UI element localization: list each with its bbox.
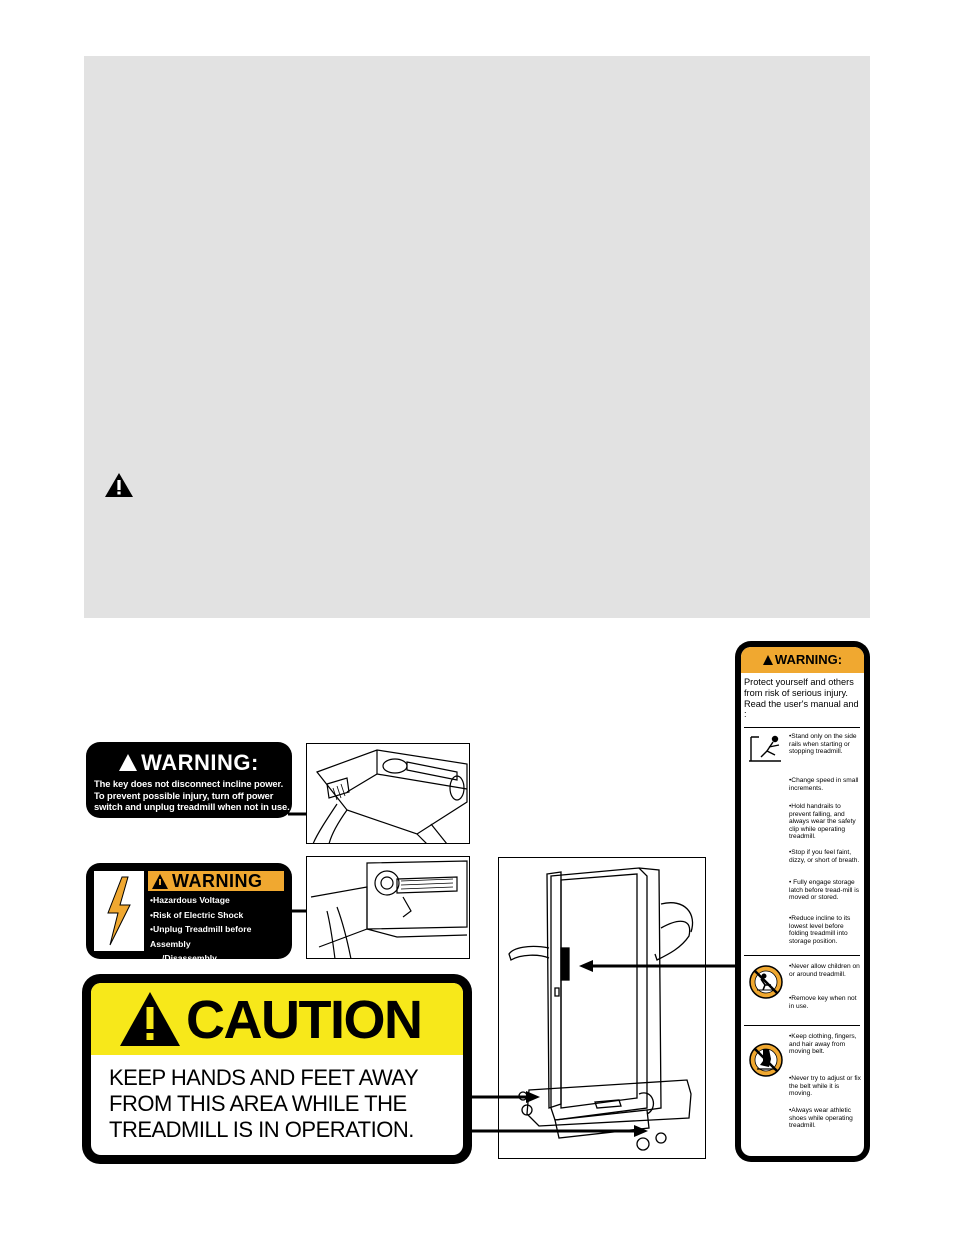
safety-item: •Never allow children on or around treadmill. (789, 963, 860, 978)
voltage-warning-decal (86, 863, 292, 963)
caution-decal-face (91, 983, 463, 1155)
caution-pointer-arrow-lower (466, 1124, 650, 1138)
motor-hood-figure (306, 856, 470, 959)
caution-heading: CAUTION (186, 990, 422, 1050)
caution-line: FROM THIS AREA WHILE THE (109, 1091, 407, 1116)
divider (744, 1025, 860, 1026)
safety-warning-heading: WARNING: (741, 647, 864, 673)
safety-item: • Fully engage storage latch before tread-mill is moved or stored. (789, 879, 859, 902)
caution-line: TREADMILL IS IN OPERATION. (109, 1117, 414, 1142)
caution-text (109, 1065, 459, 1143)
warning-triangle-icon (104, 472, 134, 498)
divider (744, 955, 860, 956)
hand-belt-icon (747, 1041, 785, 1079)
safety-warning-decal (735, 641, 870, 1162)
safety-item: •Always wear athletic shoes while operating treadmill. (789, 1107, 853, 1130)
voltage-warning-list (148, 893, 294, 966)
safety-item: •Keep clothing, fingers, and hair away from moving belt. (789, 1033, 857, 1056)
warning-triangle-icon (763, 655, 773, 665)
safety-item: •Stand only on the side rails when starting or stopping treadmill. (789, 733, 857, 756)
voltage-warning-item: •Risk of Electric Shock (150, 909, 244, 920)
caution-decal (82, 974, 472, 1164)
treadmill-folded-figure (498, 857, 706, 1159)
safety-warning-face (741, 647, 864, 1156)
key-warning-line: switch and unplug treadmill when not in use. (94, 801, 290, 812)
gray-info-panel (84, 56, 870, 618)
treadmill-illustration (499, 858, 706, 1159)
no-children-icon (747, 963, 785, 1001)
safety-item: •Remove key when not in use. (789, 995, 857, 1010)
safety-item: •Change speed in small increments. (789, 777, 859, 792)
voltage-warning-item: •Hazardous Voltage (150, 895, 230, 905)
voltage-warning-item: •Unplug Treadmill before Assembly (150, 924, 252, 949)
divider (744, 727, 860, 728)
motor-illustration (307, 857, 470, 959)
stand-side-rails-icon (747, 733, 783, 765)
safety-item: •Reduce incline to its lowest level before folding treadmill into storage position. (789, 915, 851, 945)
safety-item: •Never try to adjust or fix the belt while it is moving. (789, 1075, 861, 1098)
caution-pointer-arrow-upper (466, 1090, 542, 1104)
voltage-warning-item: /Disassembly. (162, 953, 219, 963)
caution-triangle-icon (119, 991, 181, 1047)
safety-item: •Stop if you feel faint, dizzy, or short of breath. (789, 849, 860, 864)
safety-item: •Hold handrails to prevent falling, and always wear the safety clip while operating treadmill. (789, 803, 856, 841)
key-warning-line: The key does not disconnect incline power. (94, 778, 284, 789)
warning-triangle-icon (119, 754, 137, 771)
console-key-figure (306, 743, 470, 844)
key-warning-line: To prevent possible injury, turn off power (94, 789, 274, 801)
key-warning-heading: WARNING: (86, 750, 292, 776)
lightning-panel (94, 871, 144, 951)
key-warning-decal (86, 742, 292, 818)
voltage-warning-heading: WARNING (172, 871, 263, 891)
caution-line: KEEP HANDS AND FEET AWAY (109, 1065, 419, 1090)
right-decal-pointer-arrow (575, 958, 739, 974)
console-illustration (307, 744, 470, 844)
key-warning-text (94, 778, 290, 813)
lightning-bolt-icon (94, 871, 144, 951)
safety-intro-text: Protect yourself and others from risk of serious injury. Read the user's manual and : (744, 677, 859, 720)
